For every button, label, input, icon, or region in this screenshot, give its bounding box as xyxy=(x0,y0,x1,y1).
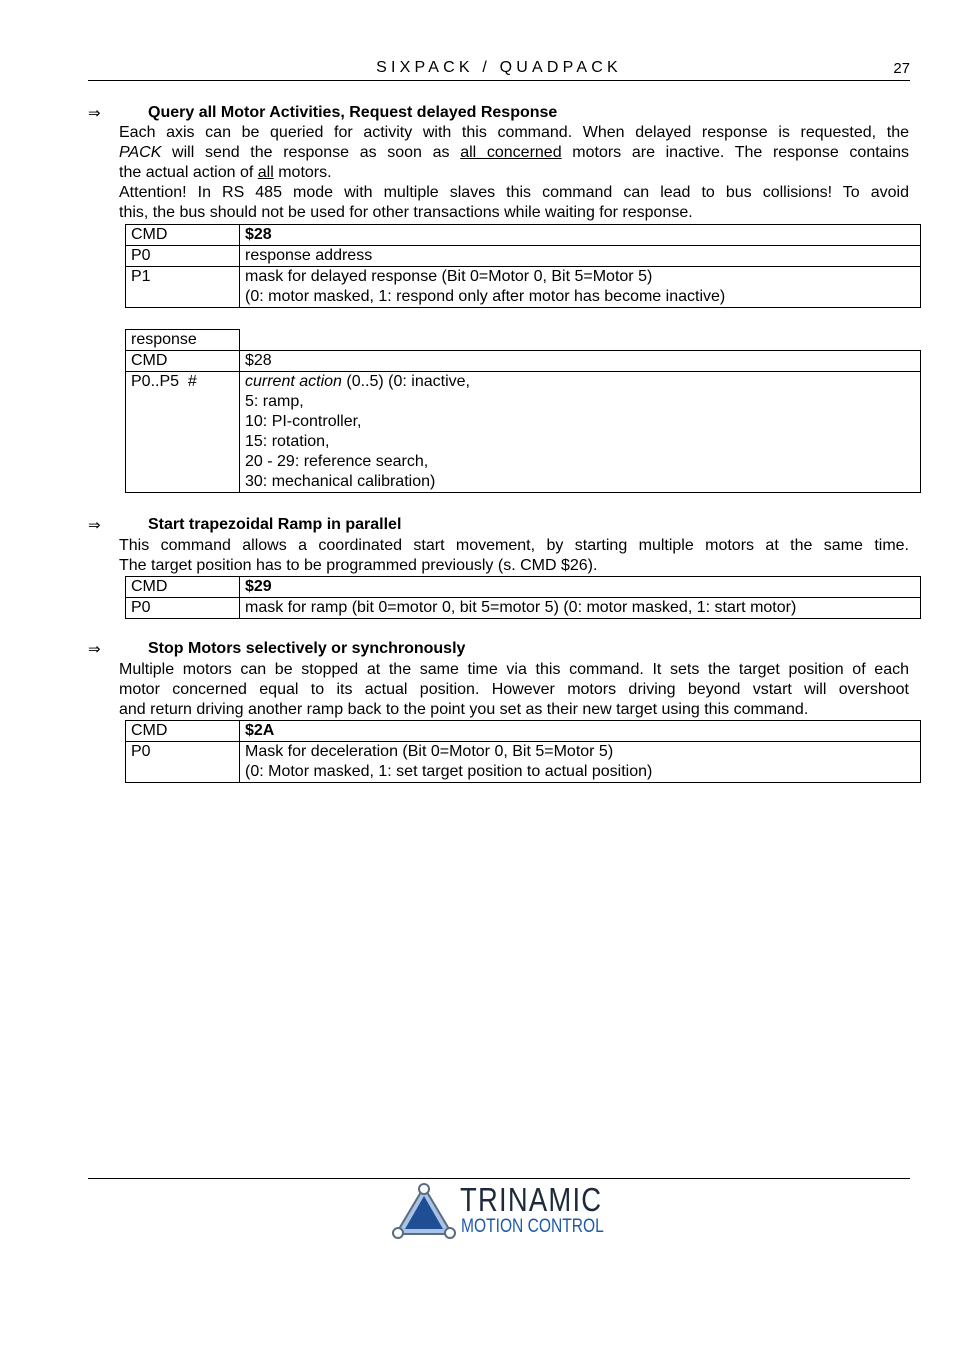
pack-term: PACK xyxy=(119,144,162,161)
body-text: the actual action of xyxy=(119,164,258,181)
header-rule xyxy=(88,80,910,81)
table-cell-empty xyxy=(240,330,921,351)
section-body-stop-motors xyxy=(119,660,909,720)
table-cell-value: $28 xyxy=(240,351,921,372)
response-table-28 xyxy=(125,329,921,493)
section-heading-stop-motors xyxy=(88,639,910,659)
table-cell-key: P0 xyxy=(126,742,240,783)
logo-subtitle: MOTION CONTROL xyxy=(461,1216,604,1237)
underlined-all: all xyxy=(257,164,274,181)
trinamic-logo xyxy=(392,1182,614,1242)
command-table-28 xyxy=(125,224,921,308)
table-cell-value xyxy=(240,372,921,493)
table-cell-value: $29 xyxy=(240,577,921,598)
cell-line: 20 - 29: reference search, xyxy=(245,453,429,470)
cell-line: 15: rotation, xyxy=(245,433,330,450)
table-row xyxy=(126,351,921,372)
table-row xyxy=(126,225,921,246)
body-text: will send the response as soon as xyxy=(161,144,461,161)
cell-line: 10: PI-controller, xyxy=(245,413,362,430)
body-line xyxy=(119,163,909,183)
table-row xyxy=(126,246,921,267)
body-line: motor concerned equal to its actual position. However motors driving beyond vstart will overshoot xyxy=(119,681,909,698)
table-row xyxy=(126,372,921,493)
cell-line xyxy=(245,372,915,392)
cell-line: (0: motor masked, 1: respond only after motor has become inactive) xyxy=(245,288,726,305)
table-cell-key: P0 xyxy=(126,246,240,267)
body-line: Attention! In RS 485 mode with multiple slaves this command can lead to bus collisions! To avoid xyxy=(119,184,909,201)
table-cell-key: CMD xyxy=(126,577,240,598)
trinamic-triangle-logo-icon xyxy=(392,1182,456,1240)
table-cell-key: P0 xyxy=(126,598,240,619)
body-line: and return driving another ramp back to the point you set as their new target using this command. xyxy=(119,701,809,718)
section-heading-start-ramp xyxy=(88,515,910,535)
logo-name: TRINAMIC xyxy=(460,1181,603,1218)
table-cell-value: $2A xyxy=(240,721,921,742)
body-line: Multiple motors can be stopped at the same time via this command. It sets the target position of each xyxy=(119,661,909,678)
table-row xyxy=(126,742,921,783)
table-row xyxy=(126,330,921,351)
body-line: The target position has to be programmed previously (s. CMD $26). xyxy=(119,557,598,574)
section-title: Start trapezoidal Ramp in parallel xyxy=(148,516,402,533)
section-title: Stop Motors selectively or synchronously xyxy=(148,640,466,657)
table-cell-key: P1 xyxy=(126,267,240,308)
running-header-title: SIXPACK / QUADPACK xyxy=(376,59,622,76)
table-row xyxy=(126,721,921,742)
page-number: 27 xyxy=(893,60,910,77)
cell-text: (0..5) (0: inactive, xyxy=(341,373,470,390)
body-line: Each axis can be queried for activity with this command. When delayed response is requested, the xyxy=(119,124,909,141)
command-table-29 xyxy=(125,576,921,619)
footer-rule xyxy=(88,1178,910,1179)
table-row xyxy=(126,577,921,598)
arrow-bullet-icon: ⇒ xyxy=(88,640,101,658)
section-body-query-activities xyxy=(119,123,909,223)
command-table-2a xyxy=(125,720,921,783)
section-heading-query-activities xyxy=(88,103,910,123)
table-row xyxy=(126,598,921,619)
body-text: motors. xyxy=(273,164,332,181)
arrow-bullet-icon: ⇒ xyxy=(88,516,101,534)
cell-line: 5: ramp, xyxy=(245,393,304,410)
cell-line: 30: mechanical calibration) xyxy=(245,473,436,490)
table-cell-key: CMD xyxy=(126,721,240,742)
current-action-term: current action xyxy=(245,373,342,390)
table-cell-value: $28 xyxy=(240,225,921,246)
table-cell-value xyxy=(240,267,921,308)
section-title: Query all Motor Activities, Request delayed Response xyxy=(148,104,558,121)
arrow-bullet-icon: ⇒ xyxy=(88,104,101,122)
underlined-all-concerned: all concerned xyxy=(460,144,562,161)
section-body-start-ramp xyxy=(119,536,909,576)
table-cell-key: CMD xyxy=(126,225,240,246)
cell-line: mask for delayed response (Bit 0=Motor 0, Bit 5=Motor 5) xyxy=(245,268,653,285)
table-cell-key: P0..P5 # xyxy=(126,372,240,493)
table-cell-value: response address xyxy=(240,246,921,267)
body-line xyxy=(119,143,909,163)
cell-line: Mask for deceleration (Bit 0=Motor 0, Bit 5=Motor 5) xyxy=(245,743,614,760)
body-line: this, the bus should not be used for other transactions while waiting for response. xyxy=(119,204,693,221)
cell-line: (0: Motor masked, 1: set target position to actual position) xyxy=(245,763,653,780)
table-cell-key: CMD xyxy=(126,351,240,372)
table-cell-value xyxy=(240,742,921,783)
body-line: This command allows a coordinated start movement, by starting multiple motors at the same time. xyxy=(119,537,909,554)
table-cell-value: mask for ramp (bit 0=motor 0, bit 5=motor 5) (0: motor masked, 1: start motor) xyxy=(240,598,921,619)
table-row xyxy=(126,267,921,308)
table-cell-label: response xyxy=(126,330,240,351)
body-text: motors are inactive. The response contains xyxy=(561,144,910,161)
